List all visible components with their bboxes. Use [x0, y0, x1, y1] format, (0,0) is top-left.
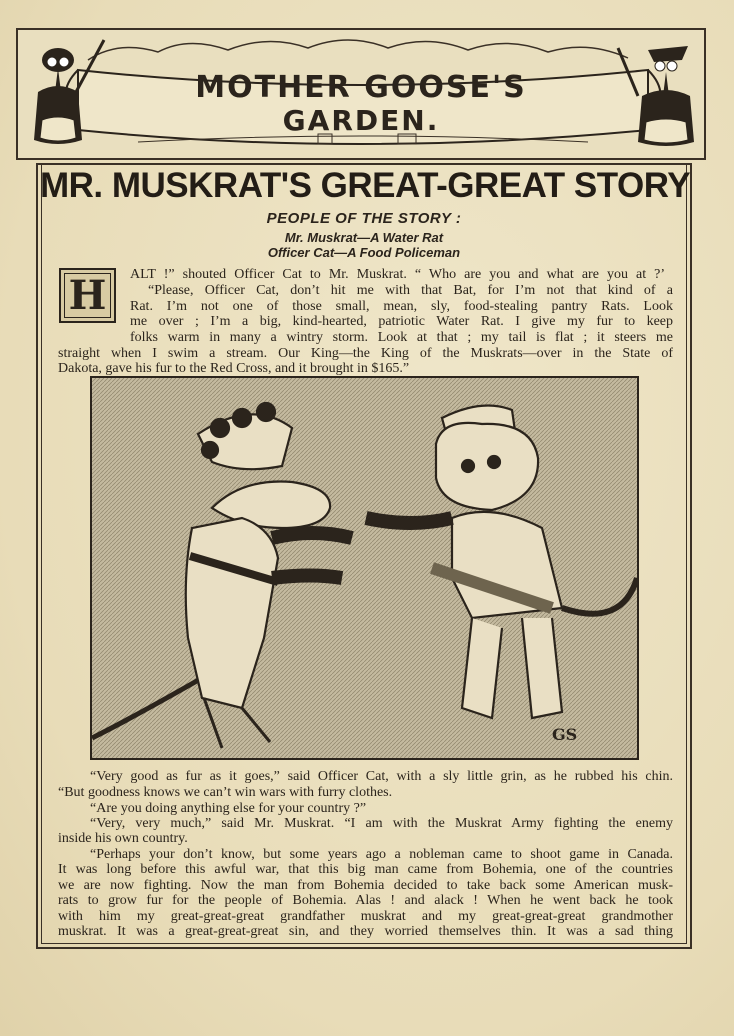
- article-headline: MR. MUSKRAT'S GREAT-GREAT STORY: [40, 166, 691, 205]
- intro-line: Dakota, gave his fur to the Red Cross, and it brought in $165.”: [58, 361, 410, 376]
- intro-line: me over ; I’m a big, kind-hearted, patriotic Water Rat. I give my fur to keep: [130, 314, 673, 329]
- intro-line: straight when I swim a stream. Our King—the King of the Muskrats—over in the State of: [58, 346, 673, 361]
- cast-line-muskrat: Mr. Muskrat—A Water Rat: [284, 230, 444, 245]
- body-line: “Very good as fur as it goes,” said Officer Cat, with a sly little grin, as he rubbed his chin.: [90, 769, 673, 784]
- drop-cap-initial: H: [59, 268, 116, 323]
- body-line: “Very, very much,” said Mr. Muskrat. “I am with the Muskrat Army fighting the enemy: [90, 816, 673, 831]
- cast-heading: PEOPLE OF THE STORY :: [266, 210, 462, 227]
- masthead-title-line1: MOTHER GOOSE'S: [195, 70, 527, 105]
- body-line: muskrat. It was a great-great-great sin, and they worried themselves thin. It was a sad thing: [58, 924, 673, 939]
- body-line: we are now fighting. Now the man from Bohemia decided to take back some American musk-: [58, 878, 673, 893]
- body-line: “Are you doing anything else for your country ?”: [90, 801, 367, 816]
- intro-line: folks warm in many a wintry storm. Look at that ; my tail is flat ; it steers me: [130, 330, 673, 345]
- masthead-banner: [16, 28, 706, 160]
- intro-line: ALT !” shouted Officer Cat to Mr. Muskrat. “ Who are you and what are you at ?’: [130, 267, 665, 282]
- body-line: It was long before this awful war, that this big man came from Bohemia, one of the countries: [58, 862, 673, 877]
- illustration-art: [92, 378, 637, 758]
- body-line: with him my great-great-great grandfather muskrat and my great-great-great grandmother: [58, 909, 673, 924]
- body-line: rats to grow fur for the people of Bohemia. Alas ! and alack ! When he went back he took: [58, 893, 673, 908]
- body-line: inside his own country.: [58, 831, 188, 846]
- intro-line: Rat. I’m not one of those small, mean, sly, food-stealing pantry Rats. Look: [130, 299, 673, 314]
- story-illustration: [90, 376, 639, 760]
- body-line: “Perhaps your don’t know, but some years ago a nobleman came to shoot game in Canada.: [90, 847, 673, 862]
- cast-line-cat: Officer Cat—A Food Policeman: [267, 245, 461, 260]
- intro-line: “Please, Officer Cat, don’t hit me with that Bat, for I’m not that kind of a: [148, 283, 673, 298]
- body-line: “But goodness knows we can’t win wars with furry clothes.: [58, 785, 393, 800]
- artist-monogram: GS: [552, 725, 578, 744]
- masthead-title-line2: GARDEN.: [282, 104, 440, 137]
